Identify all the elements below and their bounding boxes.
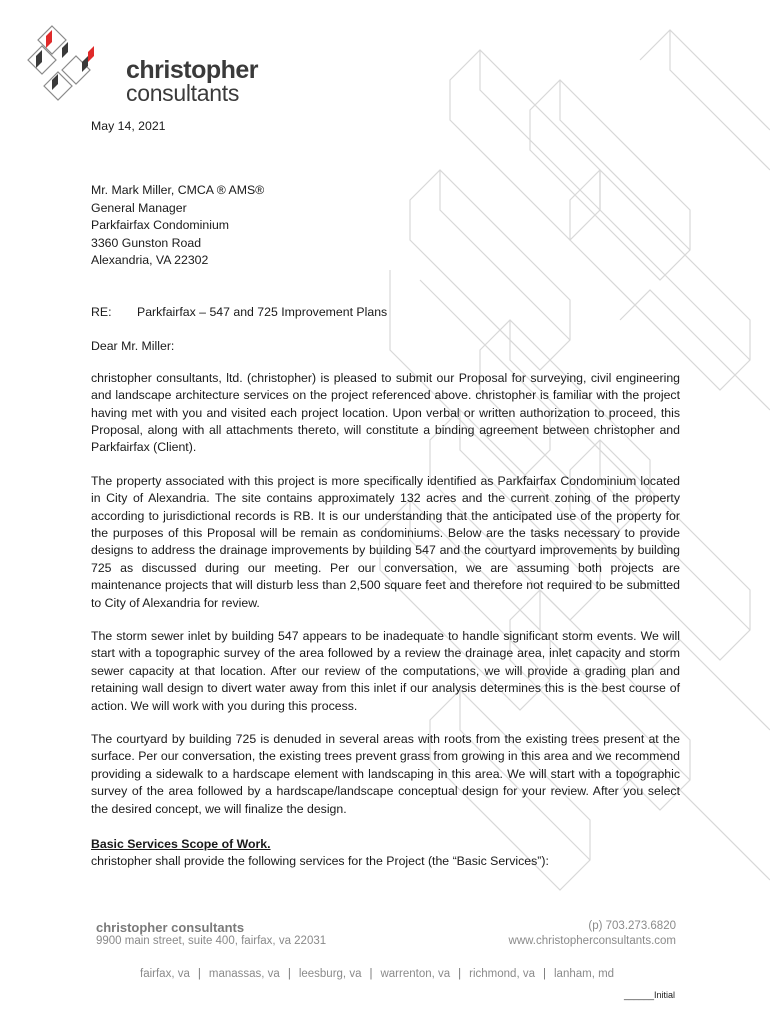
divider: | <box>287 968 291 980</box>
subject-text: Parkfairfax – 547 and 725 Improvement Plans <box>137 304 388 319</box>
letterhead-footer <box>96 920 676 947</box>
divider: | <box>369 968 373 980</box>
footer-phone: (p) 703.273.6820 <box>588 920 676 932</box>
body-paragraph: The property associated with this project is more specifically identified as Parkfairfax Condominium located in City of Alexandria. The site contains approximately 132 acres and the current zoning of the property according to jurisdictional records is RB. It is our understanding that the anticipated use of the property for the purposes of this Proposal will be remain as condominiums. Below are the tasks necessary to provide designs to address the drainage improvements by building 547 and the courtyard improvements by building 725 as discussed during our meeting. Per our conversation, we are assuming both projects are maintenance projects that will disturb less than 2,500 square feet and therefore not required to be submitted to City of Alexandria for review. <box>91 473 680 610</box>
footer-website: www.christopherconsultants.com <box>508 935 676 947</box>
footer-company: christopher consultants <box>96 920 245 935</box>
company-logo <box>22 22 262 104</box>
recipient-name: Mr. Mark Miller, CMCA ® AMS® <box>91 183 265 198</box>
divider: | <box>197 968 201 980</box>
logo-text-line1: christopher <box>126 56 259 84</box>
divider: | <box>458 968 462 980</box>
subject-line <box>91 304 680 321</box>
recipient-city: Alexandria, VA 22302 <box>91 253 209 268</box>
subject-label: RE: <box>91 304 112 319</box>
recipient-title: General Manager <box>91 200 187 215</box>
recipient-street: 3360 Gunston Road <box>91 235 202 250</box>
logo-mark-icon <box>22 22 112 104</box>
office-item: leesburg, va <box>298 968 362 980</box>
recipient-address <box>91 182 680 270</box>
body-paragraph: The courtyard by building 725 is denuded in several areas with roots from the existing trees present at the surface. Per our conversation, the existing trees prevent grass from growing in this area and we recommend providing a sidewalk to a hardscape element with landscaping in this area. We will start with a topographic survey of the area followed by a hardscape/landscape conceptual design for your review. After you select the desired concept, we will finalize the design. <box>91 732 680 816</box>
office-item: richmond, va <box>469 968 535 980</box>
footer-address: 9900 main street, suite 400, fairfax, va 22031 <box>96 935 327 947</box>
salutation: Dear Mr. Miller: <box>91 339 175 354</box>
office-item: fairfax, va <box>140 968 190 980</box>
logo-text-line2: consultants <box>126 80 240 106</box>
scope-heading: Basic Services Scope of Work. <box>91 837 271 852</box>
office-item: manassas, va <box>208 968 280 980</box>
initial-line[interactable]: ______Initial <box>624 990 676 1000</box>
letter-body <box>91 118 680 871</box>
letter-date: May 14, 2021 <box>91 119 166 133</box>
office-item: warrenton, va <box>380 968 451 980</box>
body-paragraph: The storm sewer inlet by building 547 appears to be inadequate to handle significant storm events. We will start with a topographic survey of the area followed by a review the drainage area, inlet capacity and storm sewer capacity at that location. After our review of the computations, we will provide a grading plan and retaining wall design to divert water away from this inlet if our analysis determines this is the best course of action. We will work with you during this process. <box>91 629 680 713</box>
scope-intro: christopher shall provide the following services for the Project (the “Basic Services”): <box>91 854 549 869</box>
office-locations <box>140 968 640 980</box>
divider: | <box>543 968 546 980</box>
recipient-org: Parkfairfax Condominium <box>91 218 230 233</box>
office-item: lanham, md <box>554 968 615 980</box>
body-paragraph: christopher consultants, ltd. (christopher) is pleased to submit our Proposal for surveying, civil engineering and landscape architecture services on the project referenced above. christopher is familiar with the project having met with you and visited each project location. Upon verbal or written authorization to proceed, this Proposal, along with all attachments thereto, will constitute a binding agreement between christopher and Parkfairfax (Client). <box>91 370 680 455</box>
